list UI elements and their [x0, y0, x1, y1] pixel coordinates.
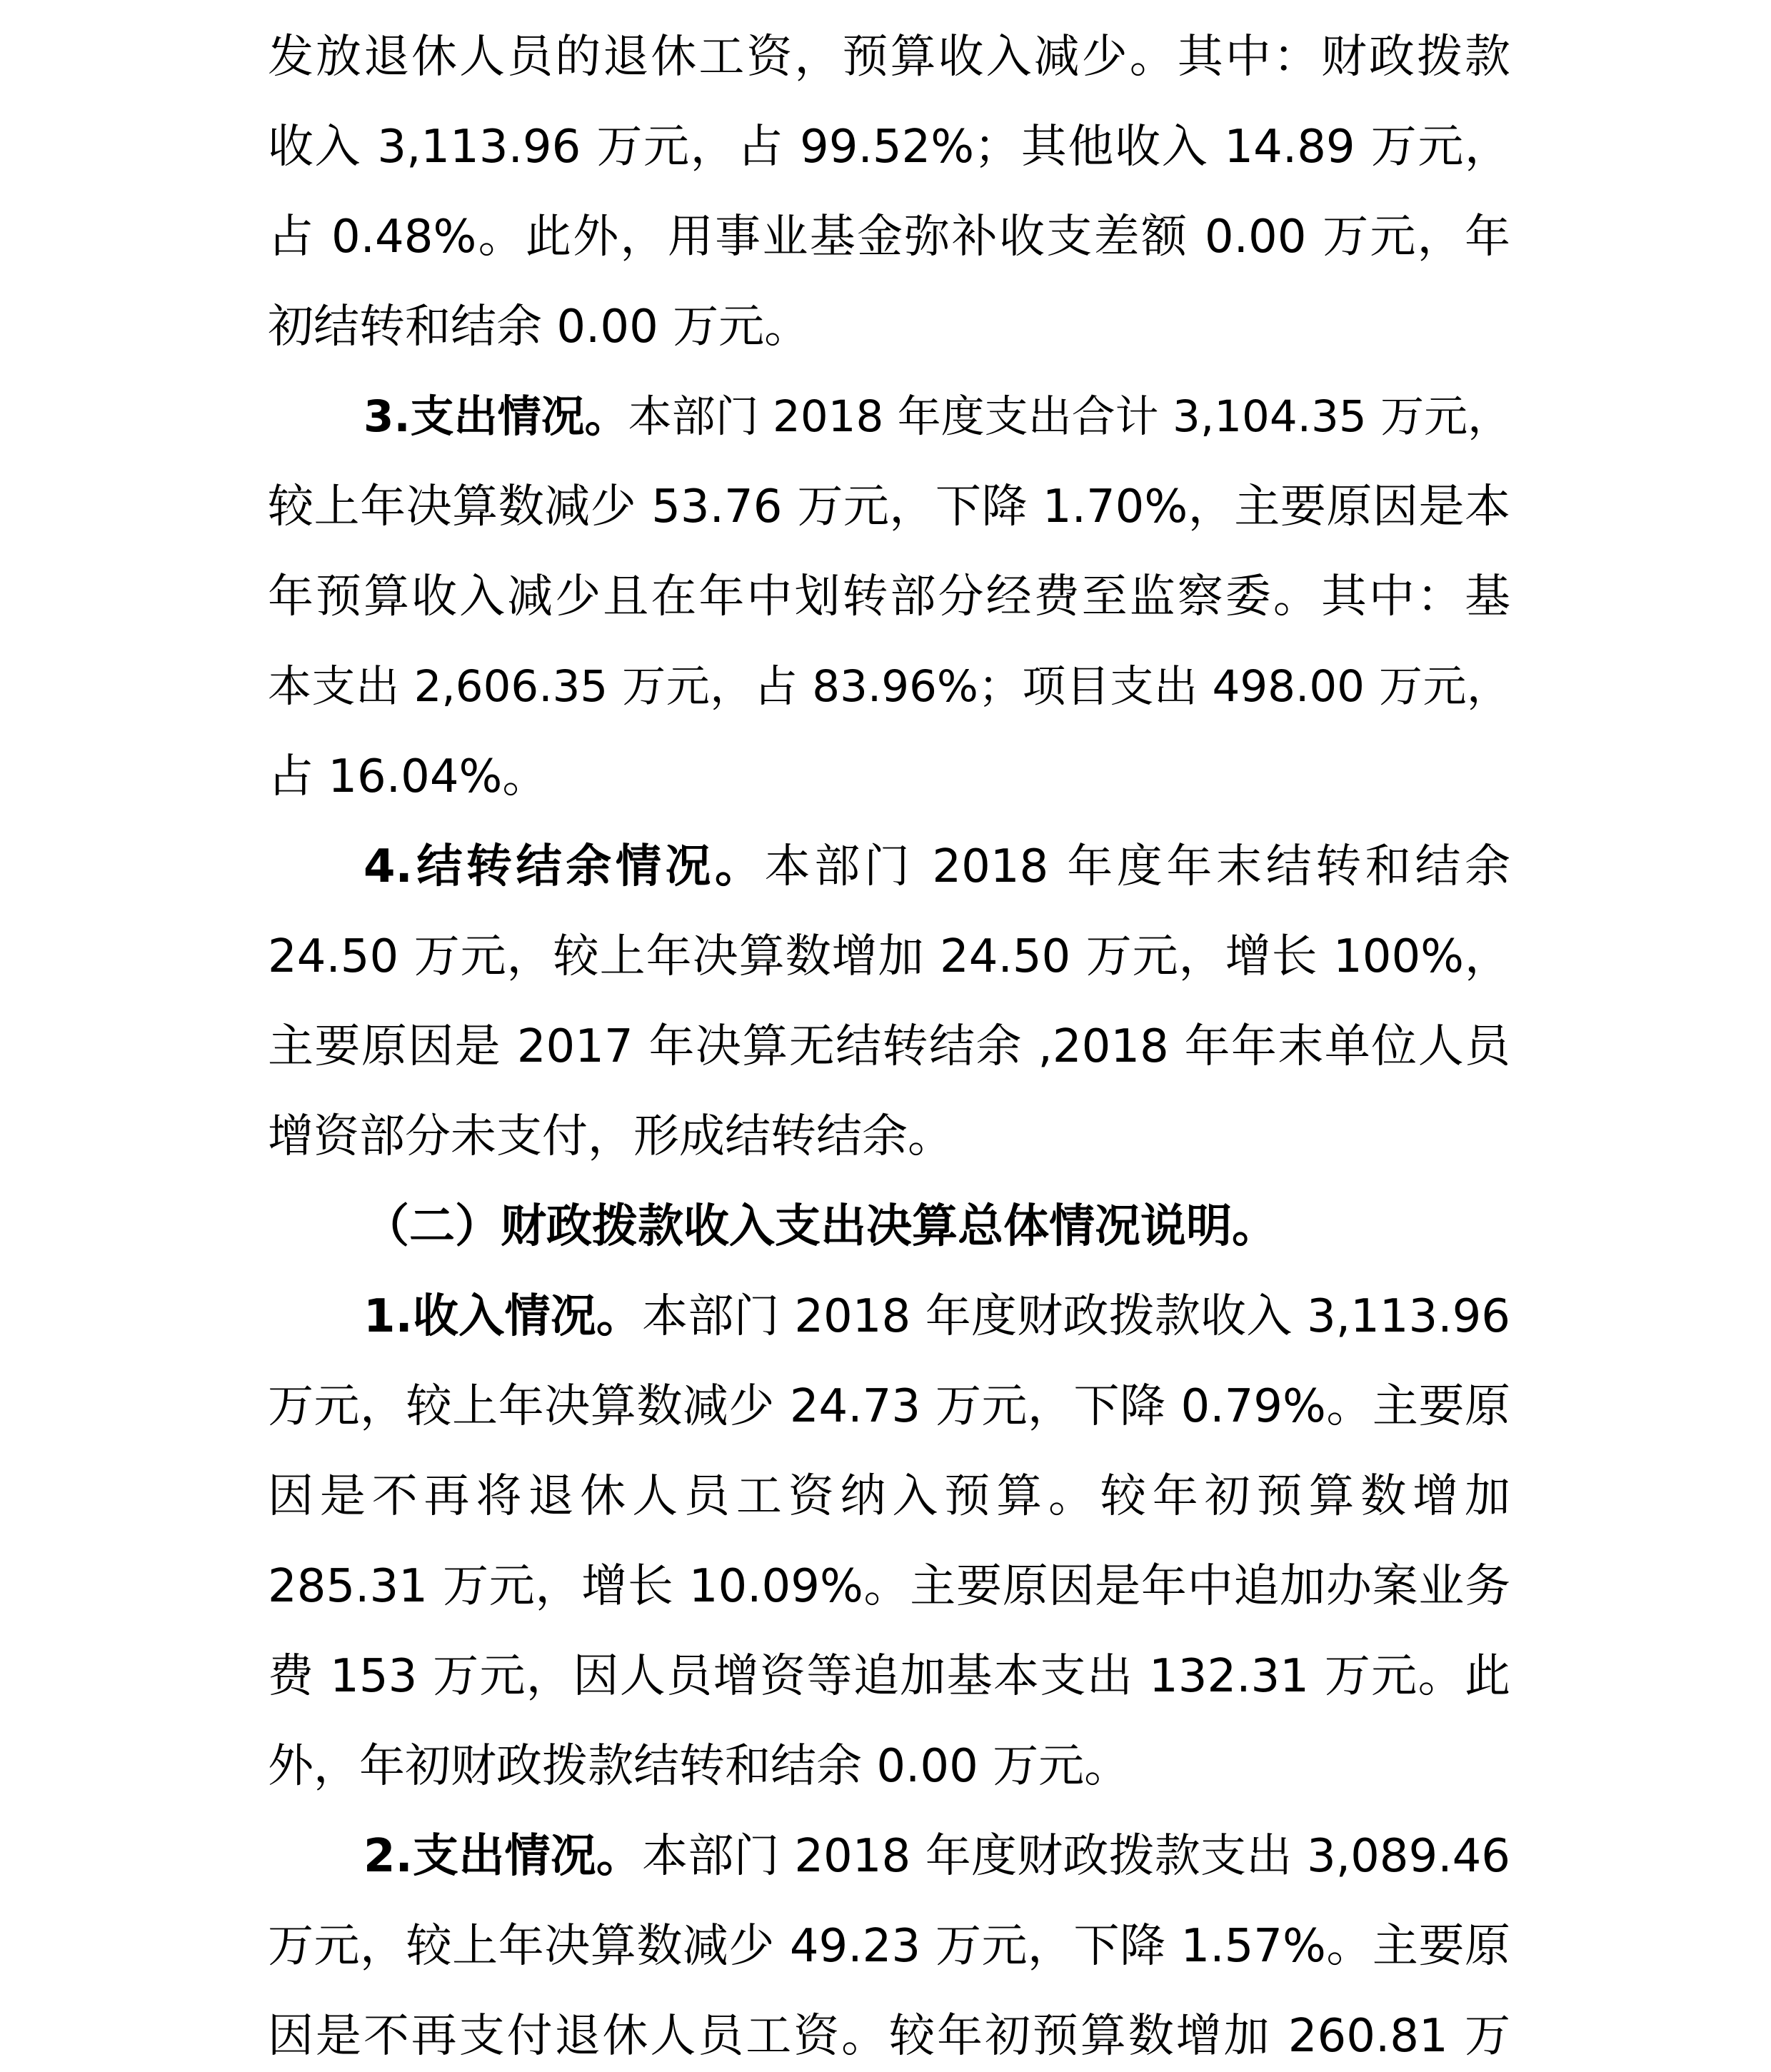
paragraph-line — [268, 462, 1510, 552]
section-heading: 2.支出情况。 — [363, 1830, 643, 1883]
line-text: 本部门 2018 年度财政拨款收入 3,113.96 — [642, 1290, 1511, 1343]
paragraph-line — [268, 192, 1510, 282]
section-heading: 4.结转结余情况。 — [363, 840, 765, 893]
paragraph-line — [268, 1991, 1510, 2072]
line-text: 发放退休人员的退休工资，预算收入减少。其中：财政拨款 — [268, 31, 1510, 84]
line-text: 本部门 2018 年度年末结转和结余 — [764, 840, 1510, 893]
line-text: 增资部分未支付，形成结转结余。 — [268, 1110, 953, 1163]
line-text: 因是不再支付退休人员工资。较年初预算数增加 260.81 万 — [268, 2010, 1510, 2063]
paragraph-line — [268, 102, 1510, 192]
subsection-title: （二）财政拨款收入支出决算总体情况说明。 — [363, 1200, 1278, 1253]
section-heading-line — [363, 1272, 1510, 1362]
line-text: 本部门 2018 年度支出合计 3,104.35 万元， — [628, 391, 1512, 442]
paragraph-line — [268, 732, 1510, 822]
line-text: 本部门 2018 年度财政拨款支出 3,089.46 — [642, 1830, 1511, 1883]
line-text: 费 153 万元，因人员增资等追加基本支出 132.31 万元。此 — [268, 1650, 1510, 1703]
paragraph-line — [268, 1631, 1510, 1721]
line-text: 本支出 2,606.35 万元，占 83.96%；项目支出 498.00 万元， — [268, 661, 1510, 712]
line-text: 年预算收入减少且在年中划转部分经费至监察委。其中：基 — [268, 570, 1510, 623]
paragraph-line — [268, 1092, 1510, 1182]
paragraph-line — [268, 282, 1510, 372]
line-text: 万元，较上年决算数减少 49.23 万元，下降 1.57%。主要原 — [268, 1920, 1510, 1973]
document-page — [268, 0, 1510, 2072]
paragraph-line — [268, 12, 1510, 102]
paragraph-line — [268, 1901, 1510, 1991]
paragraph-line — [268, 1721, 1510, 1811]
line-text: 收入 3,113.96 万元，占 99.52%；其他收入 14.89 万元， — [268, 121, 1510, 173]
paragraph-line — [268, 1362, 1510, 1452]
line-text: 较上年决算数减少 53.76 万元，下降 1.70%，主要原因是本 — [268, 481, 1510, 533]
paragraph-line — [268, 642, 1510, 732]
line-text: 24.50 万元，较上年决算数增加 24.50 万元，增长 100%， — [268, 930, 1510, 983]
section-heading-line — [363, 822, 1510, 912]
paragraph-line — [268, 912, 1510, 1002]
line-text: 万元，较上年决算数减少 24.73 万元，下降 0.79%。主要原 — [268, 1380, 1510, 1433]
paragraph-line — [268, 1542, 1510, 1631]
line-text: 主要原因是 2017 年决算无结转结余 ,2018 年年末单位人员 — [268, 1020, 1510, 1073]
paragraph-line — [268, 1002, 1510, 1092]
line-text: 外，年初财政拨款结转和结余 0.00 万元。 — [268, 1740, 1130, 1793]
line-text: 初结转和结余 0.00 万元。 — [268, 301, 811, 353]
section-heading-line — [363, 1811, 1510, 1901]
section-heading: 3.支出情况。 — [363, 391, 628, 442]
line-text: 因是不再将退休人员工资纳入预算。较年初预算数增加 — [268, 1470, 1510, 1523]
paragraph-line — [268, 552, 1510, 642]
line-text: 285.31 万元，增长 10.09%。主要原因是年中追加办案业务 — [268, 1560, 1510, 1613]
section-heading: 1.收入情况。 — [363, 1290, 643, 1343]
section-heading-line — [363, 372, 1510, 462]
subsection-title-line — [363, 1182, 1510, 1272]
line-text: 占 16.04%。 — [268, 750, 548, 803]
paragraph-line — [268, 1452, 1510, 1542]
line-text: 占 0.48%。此外，用事业基金弥补收支差额 0.00 万元，年 — [268, 211, 1510, 263]
